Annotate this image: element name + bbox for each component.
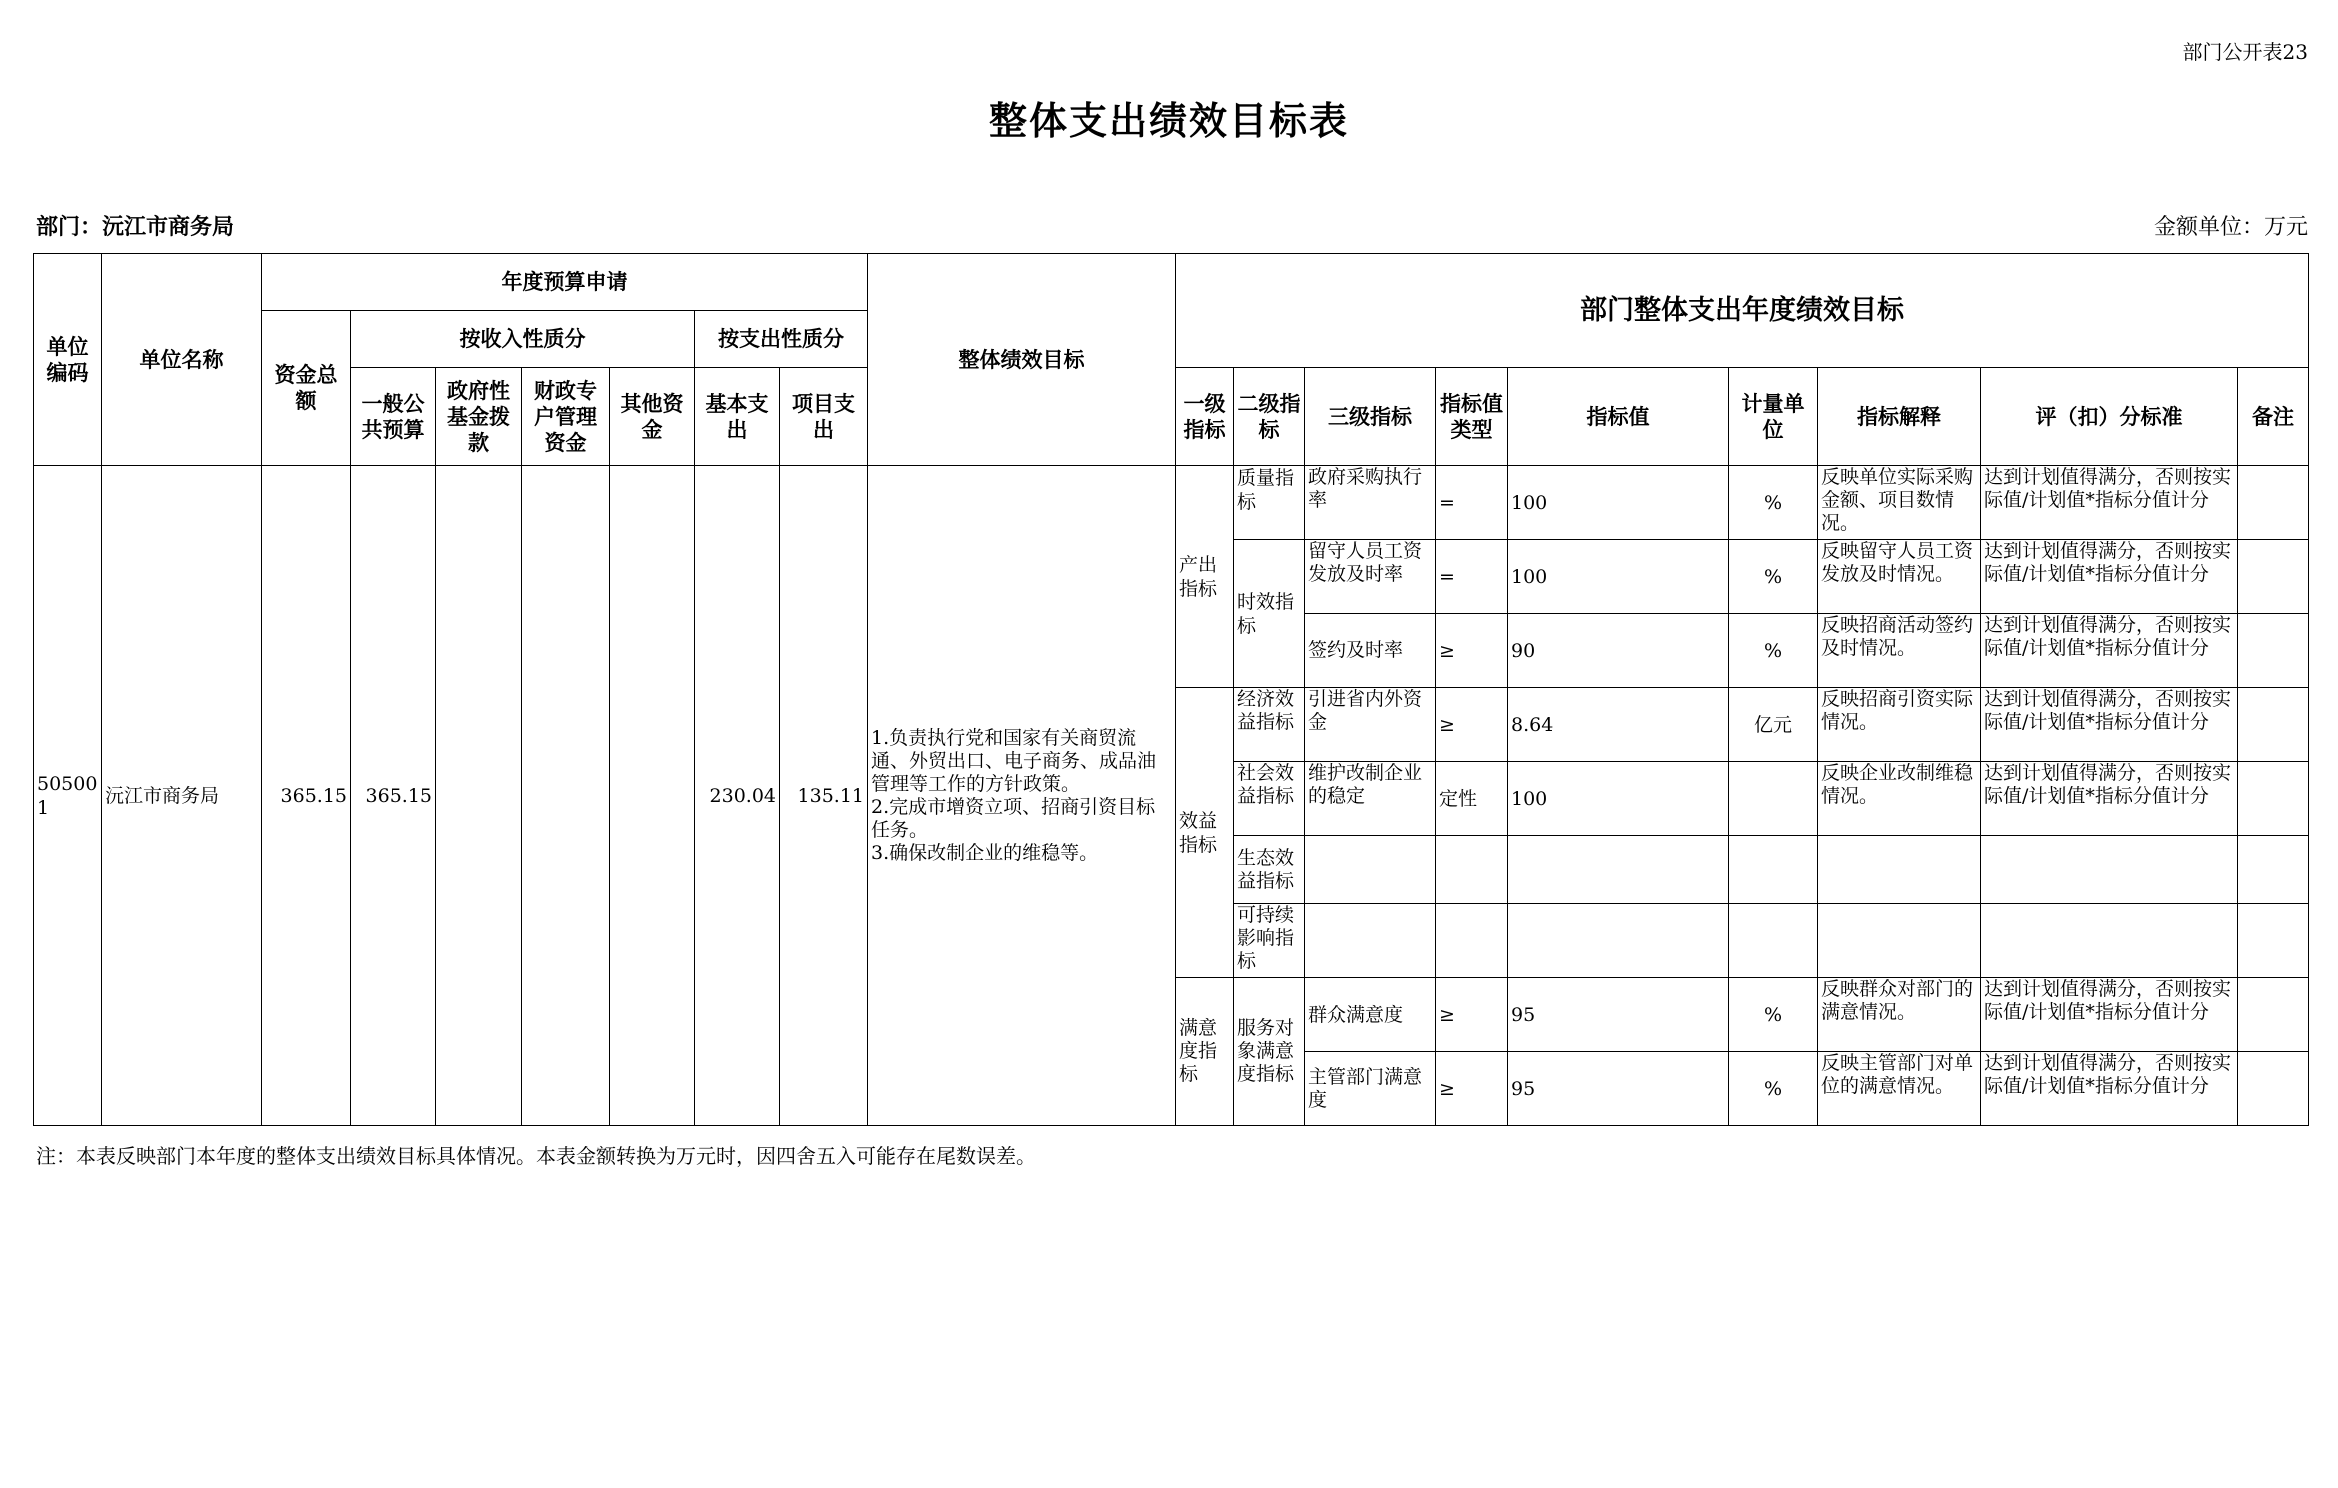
header-explain: 指标解释 — [1818, 368, 1981, 466]
header-gov-fund: 政府性基金拨款 — [436, 368, 522, 466]
indicator-score: 达到计划值得满分，否则按实际值/计划值*指标分值计分 — [1981, 688, 2238, 762]
indicator-value: 100 — [1508, 762, 1729, 836]
indicator-unit: % — [1729, 614, 1818, 688]
header-budget-group: 年度预算申请 — [262, 254, 868, 311]
indicator-explain: 反映企业改制维稳情况。 — [1818, 762, 1981, 836]
level2-service-satisfaction: 服务对象满意度指标 — [1234, 978, 1305, 1126]
indicator-type: ≥ — [1436, 1052, 1508, 1126]
level2-economic: 经济效益指标 — [1234, 688, 1305, 762]
indicator-remark — [2238, 688, 2309, 762]
indicator-remark — [2238, 904, 2309, 978]
indicator-l3: 引进省内外资金 — [1305, 688, 1436, 762]
indicator-type: ≥ — [1436, 978, 1508, 1052]
indicator-value: 100 — [1508, 540, 1729, 614]
indicator-value: 100 — [1508, 466, 1729, 540]
indicator-explain — [1818, 836, 1981, 904]
indicator-score: 达到计划值得满分，否则按实际值/计划值*指标分值计分 — [1981, 762, 2238, 836]
indicator-l3: 签约及时率 — [1305, 614, 1436, 688]
header-score: 评（扣）分标准 — [1981, 368, 2238, 466]
level2-sustainable: 可持续影响指标 — [1234, 904, 1305, 978]
level2-ecological: 生态效益指标 — [1234, 836, 1305, 904]
indicator-remark — [2238, 614, 2309, 688]
header-total: 资金总额 — [262, 311, 351, 466]
indicator-unit — [1729, 836, 1818, 904]
indicator-score: 达到计划值得满分，否则按实际值/计划值*指标分值计分 — [1981, 1052, 2238, 1126]
header-basic: 基本支出 — [695, 368, 780, 466]
indicator-l3: 主管部门满意度 — [1305, 1052, 1436, 1126]
total-cell: 365.15 — [262, 466, 351, 1126]
header-value: 指标值 — [1508, 368, 1729, 466]
page-title: 整体支出绩效目标表 — [988, 98, 1349, 143]
indicator-score: 达到计划值得满分，否则按实际值/计划值*指标分值计分 — [1981, 540, 2238, 614]
special-cell — [522, 466, 610, 1126]
indicator-remark — [2238, 540, 2309, 614]
header-unit-name: 单位名称 — [102, 254, 262, 466]
indicator-remark — [2238, 762, 2309, 836]
indicator-l3: 政府采购执行率 — [1305, 466, 1436, 540]
indicator-explain: 反映群众对部门的满意情况。 — [1818, 978, 1981, 1052]
header-by-expense: 按支出性质分 — [695, 311, 868, 368]
amount-unit-label: 金额单位：万元 — [2153, 215, 2308, 240]
level2-timeliness: 时效指标 — [1234, 540, 1305, 688]
indicator-explain: 反映招商活动签约及时情况。 — [1818, 614, 1981, 688]
indicator-unit — [1729, 904, 1818, 978]
indicator-value — [1508, 904, 1729, 978]
indicator-l3: 维护改制企业的稳定 — [1305, 762, 1436, 836]
indicator-unit — [1729, 762, 1818, 836]
indicator-explain: 反映单位实际采购金额、项目数情况。 — [1818, 466, 1981, 540]
unit-name-cell: 沅江市商务局 — [102, 466, 262, 1126]
indicator-unit: % — [1729, 466, 1818, 540]
indicator-score: 达到计划值得满分，否则按实际值/计划值*指标分值计分 — [1981, 466, 2238, 540]
other-cell — [610, 466, 695, 1126]
indicator-explain: 反映招商引资实际情况。 — [1818, 688, 1981, 762]
indicator-l3 — [1305, 836, 1436, 904]
indicator-unit: 亿元 — [1729, 688, 1818, 762]
indicator-value — [1508, 836, 1729, 904]
indicator-type: ≥ — [1436, 614, 1508, 688]
indicator-score: 达到计划值得满分，否则按实际值/计划值*指标分值计分 — [1981, 614, 2238, 688]
header-by-income: 按收入性质分 — [351, 311, 695, 368]
unit-code-cell: 505001 — [34, 466, 102, 1126]
indicator-value: 90 — [1508, 614, 1729, 688]
header-perf-group: 部门整体支出年度绩效目标 — [1176, 254, 2309, 368]
indicator-value: 8.64 — [1508, 688, 1729, 762]
indicator-remark — [2238, 1052, 2309, 1126]
level2-quality: 质量指标 — [1234, 466, 1305, 540]
header-value-type: 指标值类型 — [1436, 368, 1508, 466]
department-label: 部门：沅江市商务局 — [36, 214, 235, 240]
footnote: 注：本表反映部门本年度的整体支出绩效目标具体情况。本表金额转换为万元时，因四舍五入可能存在尾数误差。 — [36, 1144, 1036, 1168]
header-level1: 一级指标 — [1176, 368, 1234, 466]
indicator-unit: % — [1729, 978, 1818, 1052]
performance-table — [33, 253, 2309, 1126]
header-level3: 三级指标 — [1305, 368, 1436, 466]
table-code: 部门公开表23 — [2182, 40, 2308, 64]
indicator-remark — [2238, 836, 2309, 904]
indicator-type: ≥ — [1436, 688, 1508, 762]
indicator-score — [1981, 904, 2238, 978]
header-measure: 计量单位 — [1729, 368, 1818, 466]
header-project: 项目支出 — [780, 368, 868, 466]
indicator-l3 — [1305, 904, 1436, 978]
indicator-remark — [2238, 466, 2309, 540]
indicator-l3: 留守人员工资发放及时率 — [1305, 540, 1436, 614]
indicator-explain: 反映主管部门对单位的满意情况。 — [1818, 1052, 1981, 1126]
indicator-type — [1436, 904, 1508, 978]
level1-satisfaction: 满意度指标 — [1176, 978, 1234, 1126]
level1-benefit: 效益指标 — [1176, 688, 1234, 978]
indicator-score: 达到计划值得满分，否则按实际值/计划值*指标分值计分 — [1981, 978, 2238, 1052]
indicator-remark — [2238, 978, 2309, 1052]
header-overall-goal: 整体绩效目标 — [868, 254, 1176, 466]
indicator-explain — [1818, 904, 1981, 978]
header-special: 财政专户管理资金 — [522, 368, 610, 466]
level2-social: 社会效益指标 — [1234, 762, 1305, 836]
gov-fund-cell — [436, 466, 522, 1126]
indicator-unit: % — [1729, 1052, 1818, 1126]
header-other: 其他资金 — [610, 368, 695, 466]
overall-goal-cell: 1.负责执行党和国家有关商贸流通、外贸出口、电子商务、成品油管理等工作的方针政策。 2.完成市增资立项、招商引资目标任务。 3.确保改制企业的维稳等。 — [868, 466, 1176, 1126]
indicator-value: 95 — [1508, 1052, 1729, 1126]
indicator-type: 定性 — [1436, 762, 1508, 836]
indicator-type: = — [1436, 540, 1508, 614]
indicator-type: = — [1436, 466, 1508, 540]
header-unit-code: 单位编码 — [34, 254, 102, 466]
basic-cell: 230.04 — [695, 466, 780, 1126]
header-general: 一般公共预算 — [351, 368, 436, 466]
indicator-type — [1436, 836, 1508, 904]
level1-output: 产出指标 — [1176, 466, 1234, 688]
header-remark: 备注 — [2238, 368, 2309, 466]
general-cell: 365.15 — [351, 466, 436, 1126]
indicator-explain: 反映留守人员工资发放及时情况。 — [1818, 540, 1981, 614]
project-cell: 135.11 — [780, 466, 868, 1126]
indicator-score — [1981, 836, 2238, 904]
indicator-value: 95 — [1508, 978, 1729, 1052]
indicator-l3: 群众满意度 — [1305, 978, 1436, 1052]
indicator-unit: % — [1729, 540, 1818, 614]
header-level2: 二级指标 — [1234, 368, 1305, 466]
